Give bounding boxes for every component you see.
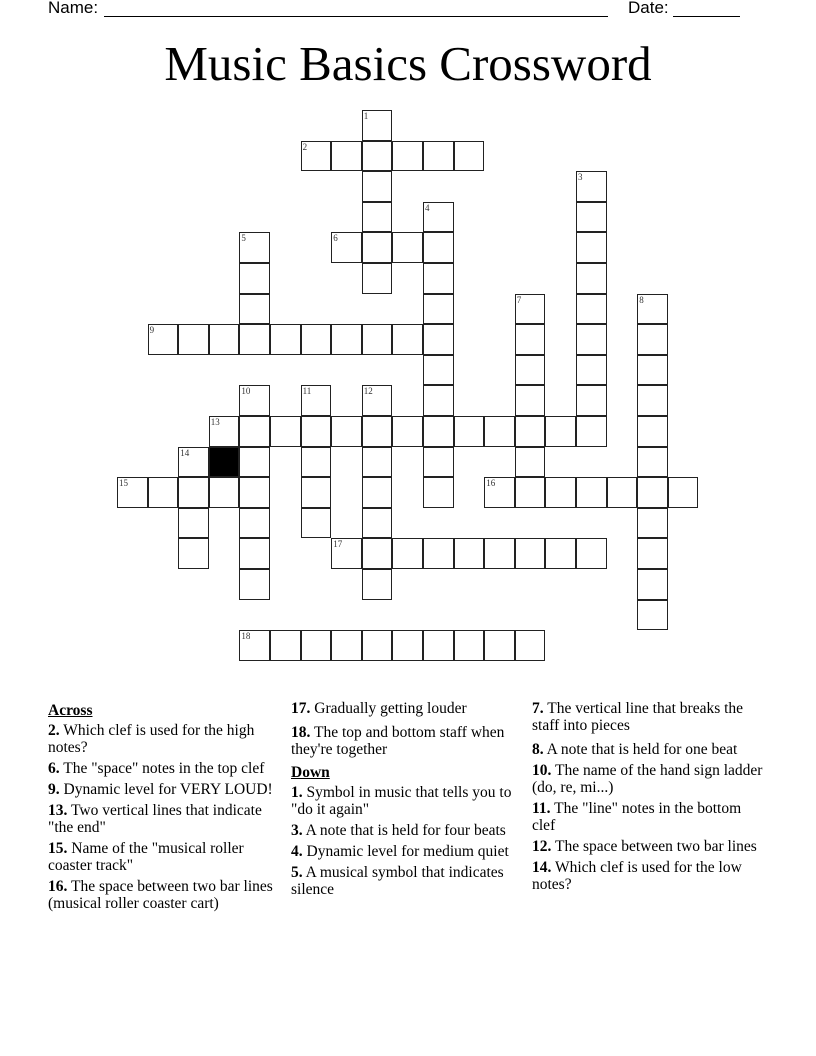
grid-cell[interactable] bbox=[239, 447, 270, 478]
grid-cell[interactable] bbox=[392, 141, 423, 172]
grid-cell[interactable] bbox=[362, 385, 393, 416]
grid-cell[interactable] bbox=[515, 477, 546, 508]
clue-across-6: 6. The "space" notes in the top clef bbox=[48, 760, 265, 777]
clue-down-11: 11. The "line" notes in the bottom clef bbox=[532, 800, 742, 834]
grid-cell[interactable] bbox=[637, 324, 668, 355]
grid-cell[interactable] bbox=[576, 202, 607, 233]
grid-cell[interactable] bbox=[239, 324, 270, 355]
grid-cell[interactable] bbox=[362, 508, 393, 539]
clue-down-10: 10. The name of the hand sign ladder (do, re, mi...) bbox=[532, 762, 763, 796]
grid-cell[interactable] bbox=[637, 385, 668, 416]
grid-cell[interactable] bbox=[239, 569, 270, 600]
grid-cell[interactable] bbox=[637, 477, 668, 508]
grid-cell[interactable] bbox=[637, 294, 668, 325]
grid-cell[interactable] bbox=[423, 324, 454, 355]
grid-cell[interactable] bbox=[239, 630, 270, 661]
grid-cell[interactable] bbox=[239, 263, 270, 294]
grid-cell[interactable] bbox=[637, 569, 668, 600]
grid-cell[interactable] bbox=[515, 324, 546, 355]
clue-down-5: 5. A musical symbol that indicates silence bbox=[291, 864, 504, 898]
clue-down-1: 1. Symbol in music that tells you to "do it again" bbox=[291, 784, 512, 818]
clue-across-2: 2. Which clef is used for the high notes? bbox=[48, 722, 255, 756]
grid-cell[interactable] bbox=[637, 447, 668, 478]
clue-down-4: 4. Dynamic level for medium quiet bbox=[291, 843, 509, 860]
clues-column-2 bbox=[291, 700, 526, 902]
clue-down-8: 8. A note that is held for one beat bbox=[532, 741, 738, 758]
clue-number: 14 bbox=[180, 447, 190, 458]
grid-cell[interactable] bbox=[454, 538, 485, 569]
grid-cell[interactable] bbox=[392, 232, 423, 263]
black-cell bbox=[209, 447, 240, 478]
grid-cell[interactable] bbox=[239, 477, 270, 508]
grid-cell[interactable] bbox=[362, 569, 393, 600]
grid-cell[interactable] bbox=[423, 630, 454, 661]
grid-cell[interactable] bbox=[484, 416, 515, 447]
grid-cell[interactable] bbox=[515, 630, 546, 661]
grid-cell[interactable] bbox=[454, 630, 485, 661]
grid-cell[interactable] bbox=[362, 171, 393, 202]
clue-number: 18 bbox=[241, 631, 251, 642]
grid-cell[interactable] bbox=[239, 385, 270, 416]
clue-across-17: 17. Gradually getting louder bbox=[291, 700, 467, 717]
grid-cell[interactable] bbox=[362, 538, 393, 569]
clue-number: 13 bbox=[210, 417, 220, 427]
grid-cell[interactable] bbox=[362, 232, 393, 263]
grid-cell[interactable] bbox=[423, 416, 454, 447]
grid-cell[interactable] bbox=[423, 232, 454, 263]
grid-cell[interactable] bbox=[301, 416, 332, 447]
grid-cell[interactable] bbox=[392, 324, 423, 355]
grid-cell[interactable] bbox=[239, 508, 270, 539]
name-label: Name: bbox=[48, 0, 99, 17]
grid-cell[interactable] bbox=[362, 202, 393, 233]
grid-cell[interactable] bbox=[454, 141, 485, 172]
grid-cell[interactable] bbox=[392, 416, 423, 447]
clue-number: 7 bbox=[516, 294, 522, 305]
grid-cell[interactable] bbox=[423, 355, 454, 386]
clue-number: 8 bbox=[639, 294, 644, 305]
clue-down-12: 12. The space between two bar lines bbox=[532, 838, 757, 855]
grid-cell[interactable] bbox=[301, 508, 332, 539]
grid-cell[interactable] bbox=[362, 324, 393, 355]
grid-cell[interactable] bbox=[515, 538, 546, 569]
grid-cell[interactable] bbox=[331, 630, 362, 661]
grid-cell[interactable] bbox=[484, 630, 515, 661]
grid-cell[interactable] bbox=[209, 477, 240, 508]
grid-cell[interactable] bbox=[576, 477, 607, 508]
clue-number: 1 bbox=[363, 111, 369, 121]
grid-cell[interactable] bbox=[178, 477, 209, 508]
date-label: Date: bbox=[628, 0, 669, 17]
grid-cell[interactable] bbox=[270, 324, 301, 355]
grid-cell[interactable] bbox=[178, 324, 209, 355]
grid-cell[interactable] bbox=[576, 171, 607, 202]
grid-cell[interactable] bbox=[423, 141, 454, 172]
grid-cell[interactable] bbox=[270, 630, 301, 661]
grid-cell[interactable] bbox=[301, 477, 332, 508]
grid-cell[interactable] bbox=[637, 355, 668, 386]
grid-cell[interactable] bbox=[362, 141, 393, 172]
grid-cell[interactable] bbox=[637, 416, 668, 447]
grid-cell[interactable] bbox=[576, 385, 607, 416]
grid-cell[interactable] bbox=[423, 294, 454, 325]
clue-number: 10 bbox=[241, 386, 251, 397]
grid-cell[interactable] bbox=[576, 263, 607, 294]
grid-cell[interactable] bbox=[576, 232, 607, 263]
clue-number: 9 bbox=[149, 325, 155, 336]
grid-cell[interactable] bbox=[301, 141, 332, 172]
grid-cell[interactable] bbox=[239, 294, 270, 325]
page-title: Music Basics Crossword bbox=[164, 36, 652, 91]
grid-cell[interactable] bbox=[515, 294, 546, 325]
grid-cell[interactable] bbox=[301, 447, 332, 478]
grid-cell[interactable] bbox=[178, 447, 209, 478]
grid-cell[interactable] bbox=[209, 324, 240, 355]
clue-number: 17 bbox=[333, 539, 343, 550]
grid-cell[interactable] bbox=[392, 538, 423, 569]
grid-cell[interactable] bbox=[515, 447, 546, 478]
grid-cell[interactable] bbox=[331, 324, 362, 355]
grid-cell[interactable] bbox=[362, 263, 393, 294]
clue-across-15: 15. Name of the "musical roller coaster track" bbox=[48, 840, 244, 874]
grid-cell[interactable] bbox=[392, 630, 423, 661]
grid-cell[interactable] bbox=[576, 324, 607, 355]
clue-number: 16 bbox=[486, 478, 496, 489]
grid-cell[interactable] bbox=[423, 385, 454, 416]
grid-cell[interactable] bbox=[576, 294, 607, 325]
grid-cell[interactable] bbox=[362, 110, 393, 141]
grid-cell[interactable] bbox=[545, 416, 576, 447]
grid-cell[interactable] bbox=[362, 416, 393, 447]
clue-number: 2 bbox=[302, 141, 308, 152]
grid-cell[interactable] bbox=[239, 416, 270, 447]
grid-cell[interactable] bbox=[515, 416, 546, 447]
grid-cell[interactable] bbox=[148, 324, 179, 355]
across-heading: Across bbox=[48, 702, 93, 719]
clues-column-3 bbox=[532, 700, 767, 897]
grid-cell[interactable] bbox=[362, 477, 393, 508]
grid-cell[interactable] bbox=[423, 538, 454, 569]
grid-cell[interactable] bbox=[239, 232, 270, 263]
clue-number: 6 bbox=[333, 233, 338, 244]
grid-cell[interactable] bbox=[607, 477, 638, 508]
grid-cell[interactable] bbox=[331, 416, 362, 447]
grid-cell[interactable] bbox=[637, 538, 668, 569]
grid-cell[interactable] bbox=[331, 538, 362, 569]
clue-across-13: 13. Two vertical lines that indicate "the end" bbox=[48, 802, 262, 836]
grid-cell[interactable] bbox=[576, 355, 607, 386]
grid-cell[interactable] bbox=[239, 538, 270, 569]
grid-cell[interactable] bbox=[423, 263, 454, 294]
clues-column-1 bbox=[48, 700, 283, 916]
clue-across-16: 16. The space between two bar lines (musical roller coaster cart) bbox=[48, 878, 273, 912]
grid-cell[interactable] bbox=[576, 416, 607, 447]
grid-cell[interactable] bbox=[331, 232, 362, 263]
grid-cell[interactable] bbox=[484, 538, 515, 569]
grid-cell[interactable] bbox=[178, 508, 209, 539]
grid-cell[interactable] bbox=[178, 538, 209, 569]
clue-number: 3 bbox=[578, 172, 583, 183]
grid-cell[interactable] bbox=[668, 477, 699, 508]
clue-across-9: 9. Dynamic level for VERY LOUD! bbox=[48, 781, 273, 798]
grid-cell[interactable] bbox=[637, 600, 668, 631]
grid-cell[interactable] bbox=[515, 355, 546, 386]
grid-cell[interactable] bbox=[545, 477, 576, 508]
grid-cell[interactable] bbox=[423, 447, 454, 478]
grid-cell[interactable] bbox=[423, 202, 454, 233]
grid-cell[interactable] bbox=[362, 630, 393, 661]
grid-cell[interactable] bbox=[270, 416, 301, 447]
grid-cell[interactable] bbox=[637, 508, 668, 539]
clue-across-18: 18. The top and bottom staff when they're together bbox=[291, 724, 505, 758]
grid-cell[interactable] bbox=[545, 538, 576, 569]
grid-cell[interactable] bbox=[301, 324, 332, 355]
grid-cell[interactable] bbox=[484, 477, 515, 508]
grid-cell[interactable] bbox=[454, 416, 485, 447]
clue-number: 5 bbox=[241, 233, 246, 244]
grid-cell[interactable] bbox=[515, 385, 546, 416]
grid-cell[interactable] bbox=[209, 416, 240, 447]
clue-number: 4 bbox=[425, 202, 430, 213]
clue-number: 15 bbox=[119, 478, 128, 489]
clue-down-14: 14. Which clef is used for the low notes? bbox=[532, 859, 742, 893]
grid-cell[interactable] bbox=[423, 477, 454, 508]
grid-cell[interactable] bbox=[117, 477, 148, 508]
clue-number: 12 bbox=[363, 386, 373, 397]
grid-cell[interactable] bbox=[576, 538, 607, 569]
grid-cell[interactable] bbox=[301, 630, 332, 661]
grid-cell[interactable] bbox=[301, 385, 332, 416]
grid-cell[interactable] bbox=[331, 141, 362, 172]
clue-down-7: 7. The vertical line that breaks the staff into pieces bbox=[532, 700, 744, 734]
clue-down-3: 3. A note that is held for four beats bbox=[291, 822, 506, 839]
down-heading: Down bbox=[291, 764, 330, 781]
grid-cell[interactable] bbox=[362, 447, 393, 478]
grid-cell[interactable] bbox=[148, 477, 179, 508]
clue-number: 11 bbox=[302, 386, 312, 397]
